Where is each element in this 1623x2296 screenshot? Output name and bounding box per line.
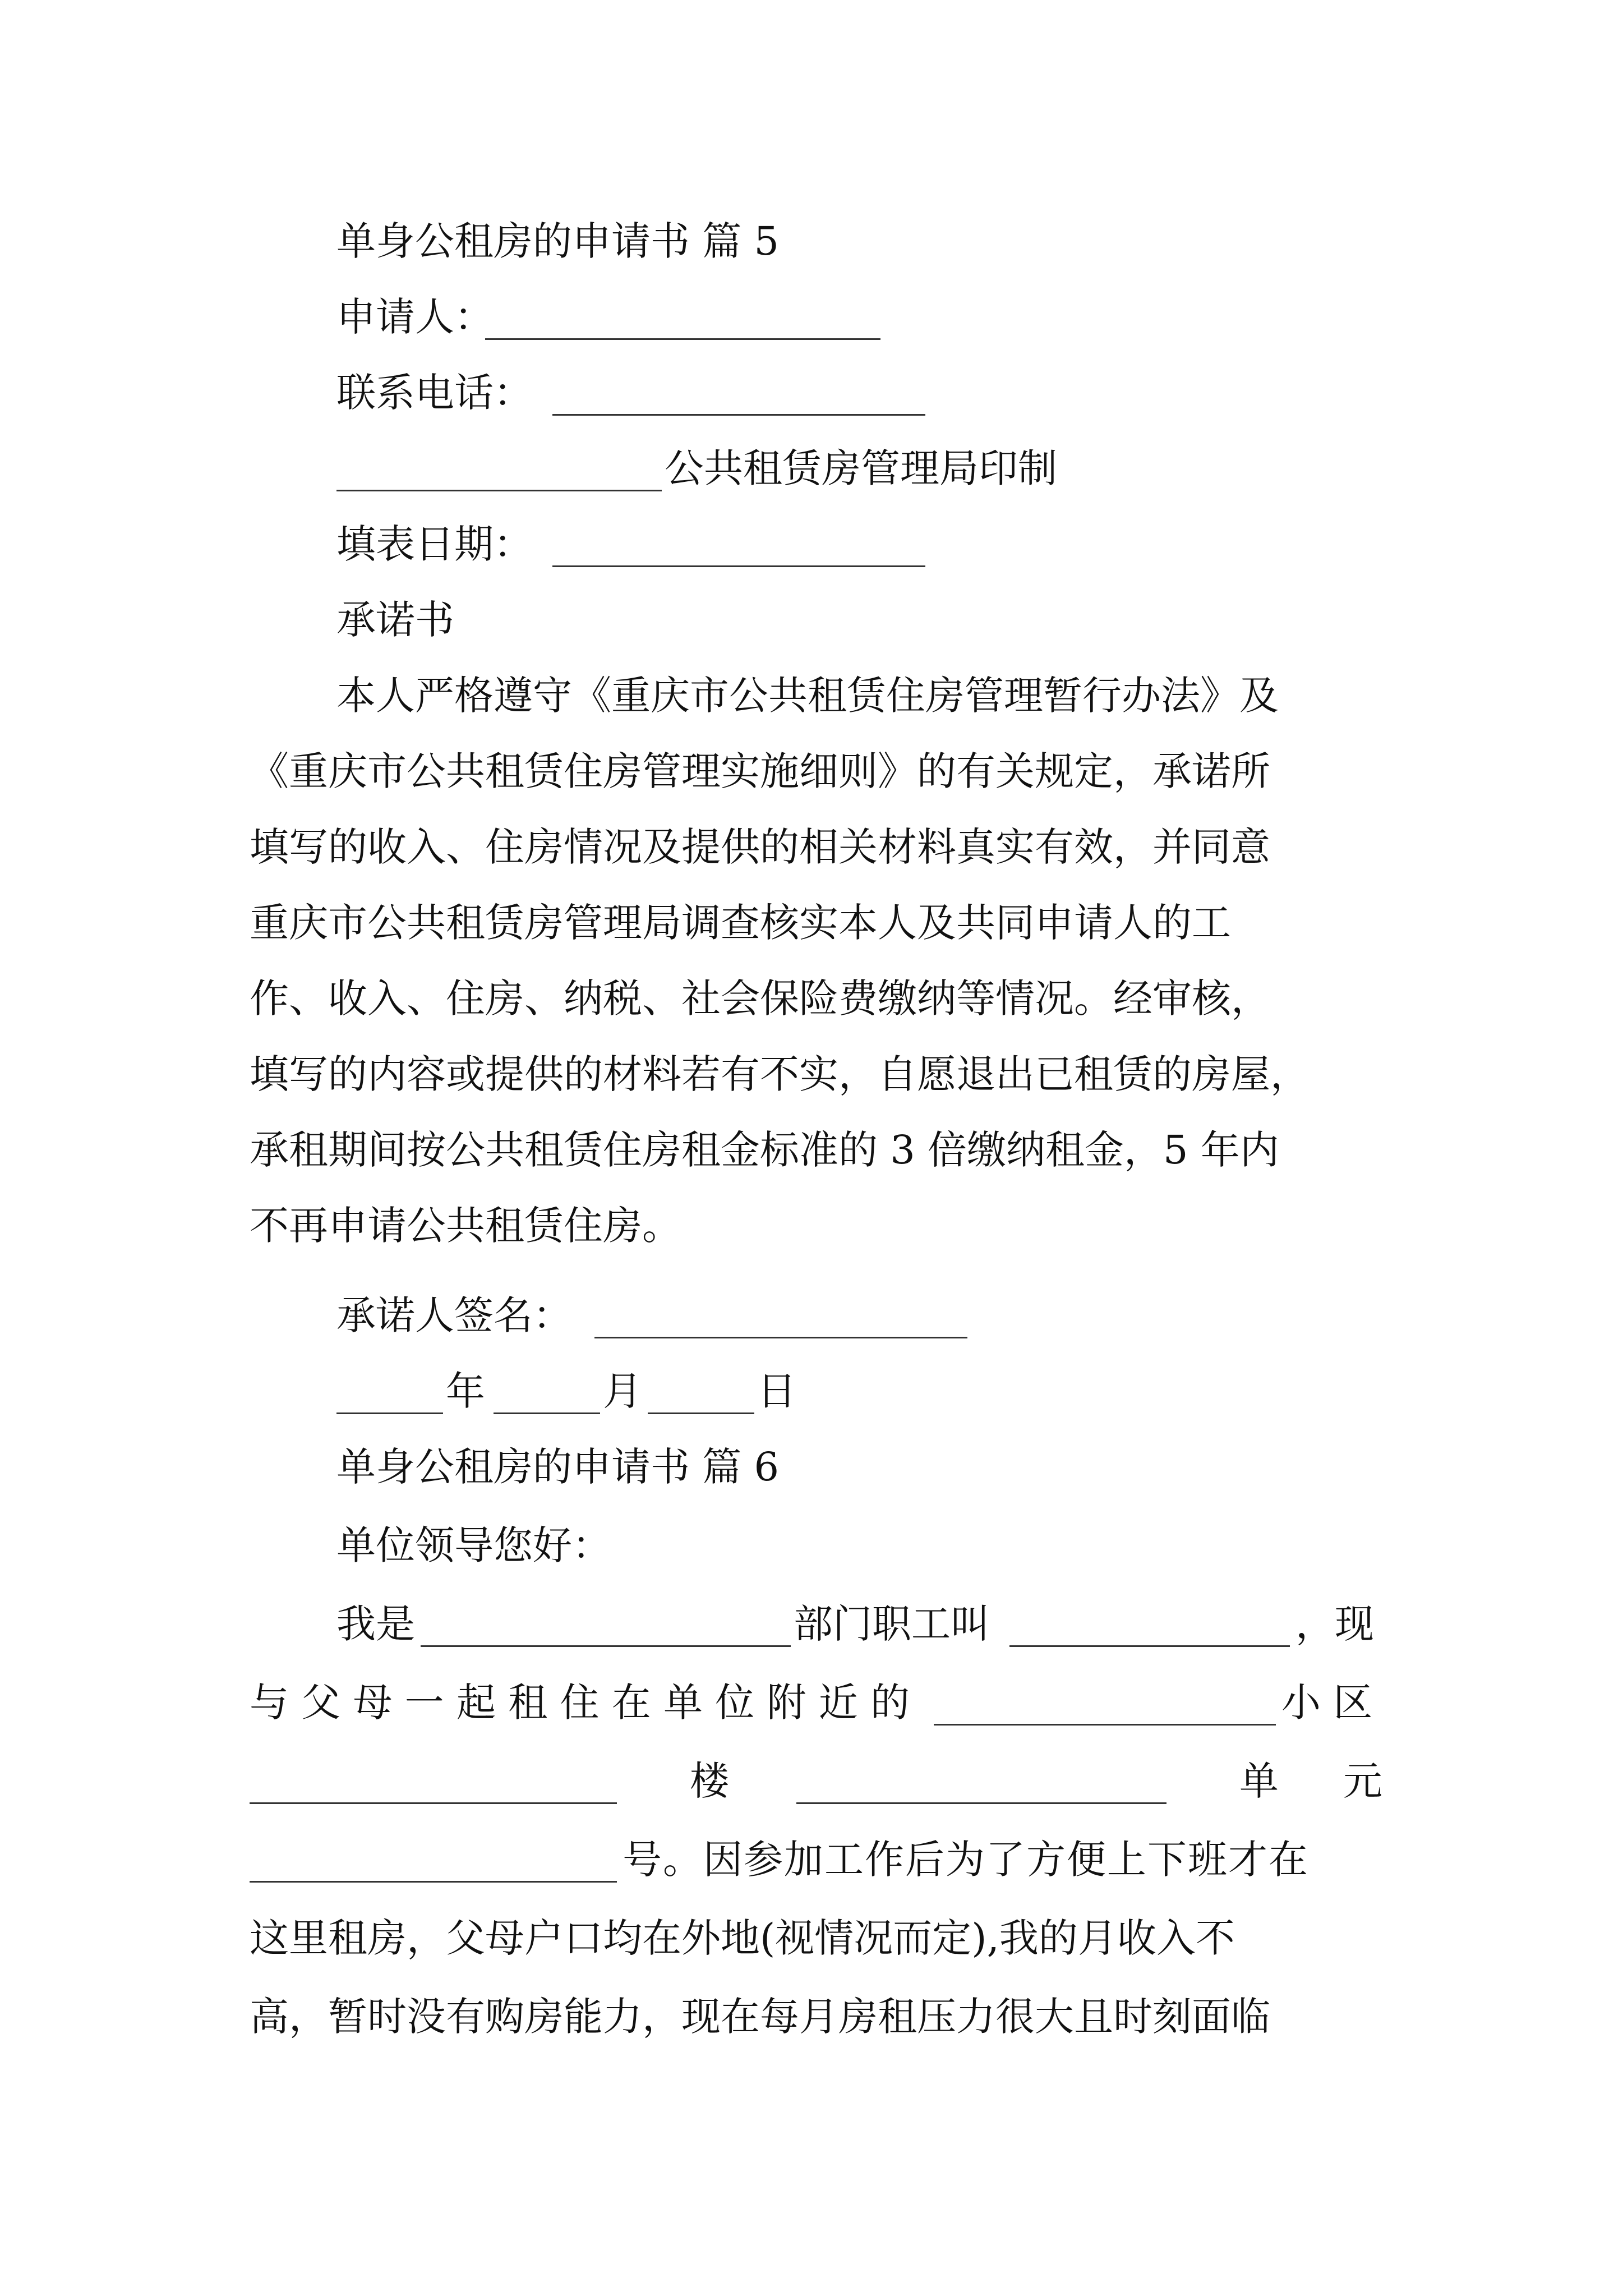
pledge-line-6	[0, 1041, 1623, 1108]
applicant-label: 申请人：	[336, 294, 494, 340]
letter-text: 这里租房，父母户口均在外地(视情况而定),我的月收入不	[250, 1915, 1235, 1961]
year-label: 年	[446, 1368, 485, 1414]
letter-text: 部门职工叫	[794, 1601, 990, 1647]
pledge-heading-line	[0, 586, 1623, 654]
fill-date-line	[0, 510, 1623, 578]
name-blank[interactable]	[1009, 1606, 1290, 1647]
pledge-text: 填写的内容或提供的材料若有不实，自愿退出已租赁的房屋，	[250, 1051, 1310, 1097]
section5-title-line	[0, 208, 1623, 275]
letter-text: 元	[1343, 1758, 1382, 1804]
pledge-text: 不再申请公共租赁住房。	[250, 1203, 681, 1249]
pledge-text: 填写的收入、住房情况及提供的相关材料真实有效，并同意	[250, 824, 1270, 870]
letter-text: 高，暂时没有购房能力，现在每月房租压力很大且时刻面临	[250, 1994, 1270, 2040]
pledge-text: 《重庆市公共租赁住房管理实施细则》的有关规定，承诺所	[250, 748, 1270, 794]
unit-blank[interactable]	[796, 1763, 1166, 1804]
letter-line-6	[0, 1983, 1623, 2050]
pledge-line-2	[0, 738, 1623, 805]
greeting: 单位领导您好：	[336, 1522, 611, 1568]
section6-title: 单身公租房的申请书 篇 6	[336, 1444, 780, 1490]
letter-text: 号。因参加工作后为了方便上下班才在	[623, 1837, 1309, 1883]
greeting-line	[0, 1512, 1623, 1579]
signature-line	[0, 1282, 1623, 1349]
letter-line-2	[0, 1669, 1623, 1736]
day-label: 日	[757, 1368, 796, 1414]
pledge-text: 作、收入、住房、纳税、社会保险费缴纳等情况。经审核，	[250, 976, 1270, 1022]
fill-date-blank[interactable]	[552, 526, 925, 567]
pledge-line-7	[0, 1116, 1623, 1184]
pledge-date-line	[0, 1358, 1623, 1425]
pledge-line-4	[0, 889, 1623, 956]
pledge-text: 本人严格遵守《重庆市公共租赁住房管理暂行办法》及	[336, 673, 1279, 719]
department-blank[interactable]	[421, 1606, 791, 1647]
pledge-line-8	[0, 1192, 1623, 1259]
signature-blank[interactable]	[594, 1297, 967, 1338]
letter-line-5	[0, 1904, 1623, 1972]
pledge-text: 重庆市公共租赁房管理局调查核实本人及共同申请人的工	[250, 900, 1231, 946]
community-blank[interactable]	[934, 1685, 1276, 1726]
applicant-line	[0, 283, 1623, 351]
pledge-text: 承租期间按公共租赁住房租金标准的 3 倍缴纳租金，5 年内	[250, 1127, 1279, 1173]
day-blank[interactable]	[648, 1373, 754, 1414]
pledge-heading: 承诺书	[336, 597, 454, 643]
section5-title: 单身公租房的申请书 篇 5	[336, 218, 780, 264]
phone-line	[0, 359, 1623, 426]
print-office-text: 公共租赁房管理局印制	[665, 445, 1057, 491]
letter-text: 小 区	[1281, 1680, 1373, 1726]
pledge-line-3	[0, 813, 1623, 881]
letter-text: 单	[1239, 1758, 1279, 1804]
section6-title-line	[0, 1433, 1623, 1501]
month-label: 月	[603, 1368, 642, 1414]
year-blank[interactable]	[336, 1373, 443, 1414]
letter-line-3	[0, 1747, 1623, 1815]
building-blank[interactable]	[250, 1763, 617, 1804]
phone-blank[interactable]	[552, 375, 925, 416]
phone-label: 联系电话：	[336, 370, 533, 416]
pledge-line-1	[0, 662, 1623, 729]
room-number-blank[interactable]	[250, 1842, 617, 1883]
letter-line-1	[0, 1590, 1623, 1658]
letter-text: 与 父 母 一 起 租 住 在 单 位 附 近 的	[250, 1680, 910, 1726]
month-blank[interactable]	[494, 1373, 600, 1414]
letter-text: 我是	[336, 1601, 415, 1647]
letter-text: 楼	[690, 1758, 729, 1804]
pledge-line-5	[0, 965, 1623, 1032]
letter-line-4	[0, 1826, 1623, 1893]
applicant-blank[interactable]	[485, 299, 880, 340]
fill-date-label: 填表日期：	[336, 521, 533, 567]
signature-label: 承诺人签名：	[336, 1292, 572, 1338]
print-office-line	[0, 435, 1623, 502]
print-office-blank[interactable]	[336, 450, 662, 491]
letter-text: ，现	[1295, 1601, 1374, 1647]
